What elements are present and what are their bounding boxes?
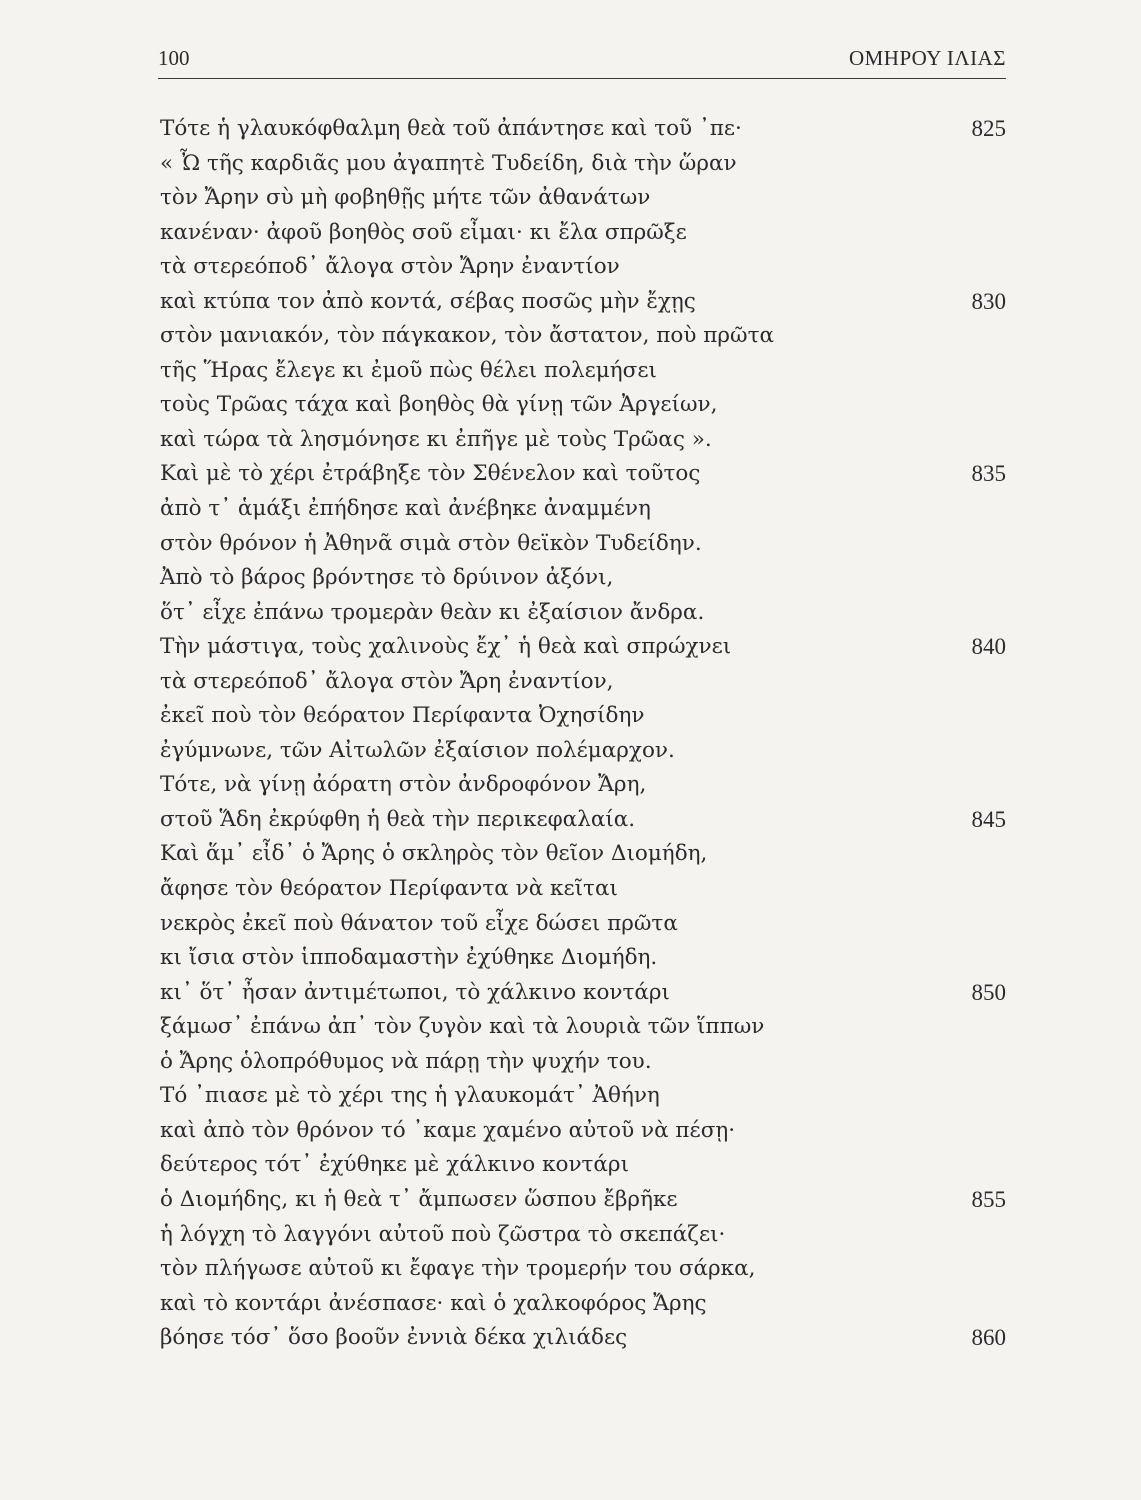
verse-text: τὸν Ἄρην σὺ μὴ φοβηθῇς μήτε τῶν ἀθανάτων: [160, 185, 651, 211]
verse-line: [160, 319, 1006, 354]
verse-line: [160, 216, 1006, 251]
verse-line: [160, 630, 1006, 665]
verse-text: κανέναν· ἀφοῦ βοηθὸς σοῦ εἶμαι· κι ἔλα σπρῶξε: [160, 219, 687, 245]
page-number: 100: [158, 46, 190, 70]
verse-text: καὶ τὸ κοντάρι ἀνέσπασε· καὶ ὁ χαλκοφόρος Ἄρης: [160, 1290, 707, 1316]
verse-line: [160, 596, 1006, 631]
verse-text: Τότε, νὰ γίνῃ ἀόρατη στὸν ἀνδροφόνον Ἄρη,: [160, 772, 647, 798]
verse-text: κι᾽ ὅτ᾽ ἦσαν ἀντιμέτωποι, τὸ χάλκινο κοντάρι: [160, 979, 670, 1005]
verse-line: [160, 1010, 1006, 1045]
verse-line: [160, 457, 1006, 492]
line-number: 835: [971, 461, 1006, 487]
verse-text: ἡ λόγχη τὸ λαγγόνι αὐτοῦ ποὺ ζῶστρα τὸ σκεπάζει·: [160, 1221, 726, 1247]
verse-text: τὰ στερεόποδ᾽ ἄλογα στὸν Ἄρη ἐναντίον,: [160, 668, 614, 694]
verse-text: στὸν θρόνον ἡ Ἀθηνᾶ σιμὰ στὸν θεϊκὸν Τυδείδην.: [160, 530, 702, 556]
verse-text: Τότε ἡ γλαυκόφθαλμη θεὰ τοῦ ἀπάντησε καὶ τοῦ ᾽πε·: [160, 116, 742, 141]
verse-line: [160, 665, 1006, 700]
verse-text: νεκρὸς ἐκεῖ ποὺ θάνατον τοῦ εἶχε δώσει πρῶτα: [160, 910, 678, 936]
verse-line: [160, 1114, 1006, 1149]
page-header: [158, 44, 1006, 79]
verse-line: [160, 388, 1006, 423]
verse-text: στὸν μανιακόν, τὸν πάγκακον, τὸν ἄστατον, ποὺ πρῶτα: [160, 323, 774, 349]
verse-line: [160, 354, 1006, 389]
verse-text: καὶ κτύπα τον ἀπὸ κοντά, σέβας ποσῶς μὴν ἔχῃς: [160, 288, 696, 314]
verse-line: [160, 734, 1006, 769]
verse-text: Καὶ μὲ τὸ χέρι ἐτράβηξε τὸν Σθένελον καὶ τοῦτος: [160, 461, 701, 487]
verse-line: [160, 976, 1006, 1011]
verse-line: [160, 941, 1006, 976]
verse-text: καὶ ἀπὸ τὸν θρόνον τό ᾽καμε χαμένο αὐτοῦ νὰ πέσῃ·: [160, 1117, 736, 1143]
verse-line: [160, 492, 1006, 527]
verse-text: « Ὦ τῆς καρδιᾶς μου ἀγαπητὲ Τυδείδη, διὰ τὴν ὥραν: [160, 150, 737, 176]
line-number: 845: [971, 806, 1006, 832]
verse-text: ἄφησε τὸν θεόρατον Περίφαντα νὰ κεῖται: [160, 876, 618, 902]
line-number: 855: [971, 1186, 1006, 1212]
verse-text: στοῦ Ἅδη ἐκρύφθη ἡ θεὰ τὴν περικεφαλαία.: [160, 806, 636, 832]
verse-line: [160, 1218, 1006, 1253]
verse-line: [160, 112, 1006, 147]
verse-text: κι ἴσια στὸν ἱπποδαμαστὴν ἐχύθηκε Διομήδη.: [160, 945, 658, 971]
verse-line: [160, 250, 1006, 285]
verse-text: Τό ᾽πιασε μὲ τὸ χέρι της ἡ γλαυκομάτ᾽ Ἀθήνη: [160, 1083, 660, 1109]
verse-text: ἐκεῖ ποὺ τὸν θεόρατον Περίφαντα Ὀχησίδην: [160, 703, 645, 729]
running-title: ΟΜΗΡΟΥ ΙΛΙΑΣ: [848, 46, 1006, 70]
poem-text: [160, 112, 1006, 1356]
verse-line: [160, 527, 1006, 562]
verse-text: τῆς Ἥρας ἔλεγε κι ἐμοῦ πὼς θέλει πολεμήσει: [160, 357, 657, 383]
verse-text: ἐγύμνωνε, τῶν Αἰτωλῶν ἐξαίσιον πολέμαρχον.: [160, 737, 675, 763]
verse-text: Τὴν μάστιγα, τοὺς χαλινοὺς ἔχ᾽ ἡ θεὰ καὶ σπρώχνει: [160, 634, 732, 660]
verse-text: ὅτ᾽ εἶχε ἐπάνω τρομερὰν θεὰν κι ἐξαίσιον ἄνδρα.: [160, 599, 705, 625]
verse-line: [160, 872, 1006, 907]
verse-text: τὸν πλήγωσε αὐτοῦ κι ἔφαγε τὴν τρομερήν του σάρκα,: [160, 1256, 756, 1282]
verse-text: τοὺς Τρῶας τάχα καὶ βοηθὸς θὰ γίνῃ τῶν Ἀργείων,: [160, 392, 718, 418]
verse-text: Ἀπὸ τὸ βάρος βρόντησε τὸ δρύινον ἀξόνι,: [160, 565, 614, 591]
verse-line: [160, 699, 1006, 734]
verse-line: [160, 147, 1006, 182]
verse-line: [160, 907, 1006, 942]
verse-line: [160, 837, 1006, 872]
verse-line: [160, 423, 1006, 458]
verse-line: [160, 561, 1006, 596]
verse-line: [160, 285, 1006, 320]
line-number: 825: [971, 116, 1006, 141]
verse-line: [160, 1045, 1006, 1080]
verse-line: [160, 1287, 1006, 1322]
verse-text: τὰ στερεόποδ᾽ ἄλογα στὸν Ἄρην ἐναντίον: [160, 254, 620, 280]
verse-line: [160, 1148, 1006, 1183]
verse-line: [160, 1079, 1006, 1114]
verse-line: [160, 1252, 1006, 1287]
verse-line: [160, 1321, 1006, 1356]
verse-line: [160, 768, 1006, 803]
line-number: 830: [971, 288, 1006, 314]
line-number: 850: [971, 979, 1006, 1005]
verse-text: ὁ Διομήδης, κι ἡ θεὰ τ᾽ ἄμπωσεν ὥσπου ἔβρῆκε: [160, 1186, 678, 1212]
verse-text: Καὶ ἅμ᾽ εἶδ᾽ ὁ Ἄρης ὁ σκληρὸς τὸν θεῖον Διομήδη,: [160, 841, 708, 867]
verse-text: ὁ Ἄρης ὁλοπρόθυμος νὰ πάρῃ τὴν ψυχήν του.: [160, 1048, 652, 1074]
verse-line: [160, 181, 1006, 216]
line-number: 840: [971, 634, 1006, 660]
verse-text: βόησε τόσ᾽ ὅσο βοοῦν ἐννιὰ δέκα χιλιάδες: [160, 1325, 628, 1351]
verse-text: δεύτερος τότ᾽ ἐχύθηκε μὲ χάλκινο κοντάρι: [160, 1152, 630, 1178]
verse-line: [160, 1183, 1006, 1218]
line-number: 860: [971, 1325, 1006, 1351]
verse-text: καὶ τώρα τὰ λησμόνησε κι ἐπῆγε μὲ τοὺς Τρῶας ».: [160, 426, 712, 452]
verse-text: ἀπὸ τ᾽ ἁμάξι ἐπήδησε καὶ ἀνέβηκε ἀναμμένη: [160, 496, 651, 522]
verse-text: ξάμωσ᾽ ἐπάνω ἀπ᾽ τὸν ζυγὸν καὶ τὰ λουριὰ τῶν ἵππων: [160, 1014, 765, 1040]
verse-line: [160, 803, 1006, 838]
